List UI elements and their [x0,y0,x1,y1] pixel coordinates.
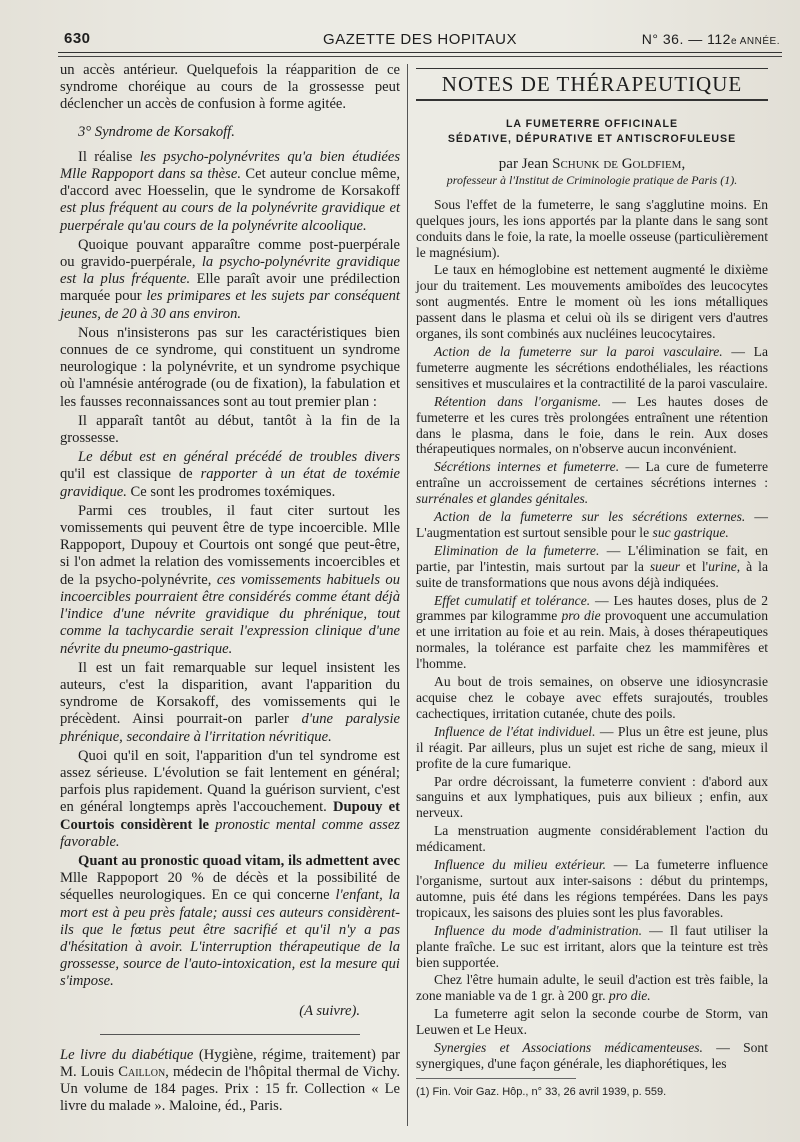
paragraph: un accès antérieur. Quelquefois la réapparition de ce syndrome choréique au cours de la grossesse peut déclencher un accès de confusion à forme agitée. [60,62,400,113]
book-review: Le livre du diabétique (Hygiène, régime, traitement) par M. Louis Caillon, médecin de l'hôpital thermal de Vichy. Un volume de 184 pages. Prix : 15 fr. Collection « Le livre du malade ». Maloine, éd., Paris. [60,1046,400,1115]
paragraph: Quoi qu'il en soit, l'apparition d'un tel syndrome est assez sérieuse. L'évolution se fait lentement en général; parfois plus rapidement. Quand la guérison survient, c'est en général longtemps après l'accouchement. Dupouy et Courtois considèrent le pronostic mental comme assez favorable. [60,747,400,850]
paragraph: Influence de l'état individuel. — Plus un être est jeune, plus il réagit. Par ailleurs, plus un sujet est riche de sang, mieux il profite de la cure fumarique. [416,723,768,771]
footnote: (1) Fin. Voir Gaz. Hôp., n° 33, 26 avril 1939, p. 559. [416,1085,667,1098]
paragraph: Il réalise les psycho-polynévrites qu'a bien étudiées Mlle Rappoport dans sa thèse. Cet auteur conclue même, d'accord avec Hoesselin, que le syndrome de Korsakoff est plus fréquent au cours de la polynévrite gravidique et puerpérale qu'au cours de la polynévrite alcoolique. [60,148,401,234]
section-heading-box [416,68,768,101]
header-rule [58,56,782,57]
paragraph: Chez l'être humain adulte, le seuil d'action est très faible, la zone maniable va de 1 gr. à 200 gr. pro die. [416,972,768,1004]
article-title: LA FUMETERRE OFFICINALE SÉDATIVE, DÉPURATIVE ET ANTISCROFULEUSE [447,117,737,145]
paragraph: Influence du milieu extérieur. — La fumeterre influence l'organisme, surtout aux inter-saisons : début du printemps, automne, puis été dans les régions tempérées. Dans les pays tropicaux, les saisons des pluies sont les plus favorables. [416,857,768,920]
issue-number: N° 36. — 112e ANNÉE. [641,31,780,47]
column-separator [407,64,408,1126]
to-be-continued: (A suivre). [299,1002,360,1019]
paragraph: Action de la fumeterre sur la paroi vasculaire. — La fumeterre augmente les sécrétions endothéliales, les réactions sensitives et musculaires et la contractilité de la paroi vasculaire. [416,343,768,391]
paragraph: La fumeterre agit selon la seconde courbe de Storm, van Leuwen et Le Heux. [416,1006,768,1038]
paragraph: Quant au pronostic quoad vitam, ils admettent avec Mlle Rappoport 20 % de décès et la possibilité de séquelles neurologiques. En ce qui concerne l'enfant, la mort est à peu près fatale; aussi ces auteurs considèrent-ils que le fœtus peut être sacrifié et qu'il n'y a pas d'hésitation à avoir. L'interruption thérapeutique de la grossesse, source de l'auto-intoxication, est la mesure qui s'impose. [60,852,400,990]
journal-title: GAZETTE DES HOPITAUX [323,31,517,48]
section-divider [100,1034,360,1035]
paragraph: Nous n'insisterons pas sur les caractéristiques bien connues de ce syndrome, qui constituent un syndrome neurologique : la polynévrite, et un syndrome psychique où l'amnésie antérograde (ou de fixation), la fabulation et les fausses reconnaissances sont au tout premier plan : [60,324,400,410]
paragraph: Elimination de la fumeterre. — L'élimination se fait, en partie, par l'intestin, mais surtout par la sueur et l'urine, à la suite de transformations que nous avons déjà indiquées. [416,542,768,590]
paragraph: Le taux en hémoglobine est nettement augmenté le dixième jour du traitement. Les mouvements amiboïdes des leucocytes sont augmentés. Entre le moment où les ions métalliques passent dans le plasma et celui où ils se dirigent vers d'autres organes, ils sont combinés aux nucléines leucocytaires. [416,262,768,342]
page-number: 630 [64,30,91,47]
right-column [416,62,768,1101]
paragraph: Quoique pouvant apparaître comme post-puerpérale ou gravido-puerpérale, la psycho-polynévrite gravidique est la plus fréquente. Elle paraît avoir une prédilection marquée pour les primipares et les sujets par conséquent jeunes, de 20 à 30 ans environ. [60,236,400,322]
left-column [60,62,400,1116]
paragraph: La menstruation augmente considérablement l'action du médicament. [416,823,768,855]
paragraph: Au bout de trois semaines, on observe une idiosyncrasie acquise chez le cobaye avec effets surajoutés, troubles cachectiques, irritation cutanée, chute des poils. [416,674,768,721]
paragraph: Il apparaît tantôt au début, tantôt à la fin de la grossesse. [60,412,400,447]
paragraph: Le début est en général précédé de troubles divers qu'il est classique de rapporter à un état de toxémie gravidique. Ce sont les prodromes toxémiques. [60,449,400,500]
paragraph: Parmi ces troubles, il faut citer surtout les vomissements qui peuvent être de type incoercible. Mlle Rappoport, Dupouy et Courtois ont songé que peut-être, si l'on admet la relation des vomissements incoercibles et de la psycho-polynévrite, ces vomissements habituels ou incoercibles pourraient être considérés comme étant déjà l'indice d'une névrite gravidique du phrénique, tout comme la tachycardie serait l'expression clinique d'une névrite du pneumo-gastrique. [60,502,400,657]
paragraph: Sécrétions internes et fumeterre. — La cure de fumeterre entraîne un accroissement de certaines sécrétions internes : surrénales et glandes génitales. [416,459,768,507]
author-affiliation: professeur à l'Institut de Criminologie pratique de Paris (1). [446,172,738,187]
paragraph: Rétention dans l'organisme. — Les hautes doses de fumeterre et les cures très prolongées entraînent une rétention dans le plasma, dans le foie, dans le rein. Aux doses thérapeutiques normales, on n'observe aucun inconvénient. [416,393,768,457]
paragraph: Sous l'effet de la fumeterre, le sang s'agglutine moins. En quelques jours, les ions apportés par la plante dans le sang sont conduits dans le foie, la rate, la moelle osseuse (particulièrement le magnésium). [416,196,768,260]
paragraph: Effet cumulatif et tolérance. — Les hautes doses, plus de 2 grammes par kilogramme pro die provoquent une accumulation et une irritation au foie et au rein. Mais, à doses thérapeutiques normales, la tolérance est parfaite chez les mammifères et l'homme. [416,592,768,672]
paragraph: Synergies et Associations médicamenteuses. — Sont synergiques, d'une façon générale, les diaphorétiques, les [416,1040,768,1071]
footnote-rule [416,1078,576,1079]
article-author: par Jean Schunk de Goldfiem, [498,155,686,172]
section-heading: 3° Syndrome de Korsakoff. [78,123,235,140]
paragraph: Par ordre décroissant, la fumeterre convient : d'abord aux sanguins et aux lymphatiques, puis aux bilieux ; enfin, aux nerveux. [416,773,768,821]
page-header [58,26,782,53]
notes-heading: NOTES DE THÉRAPEUTIQUE [441,72,743,96]
paragraph: Influence du mode d'administration. — Il faut utiliser la plante fraîche. Le suc est irritant, alors que la teinture est très bien supportée. [416,922,768,970]
paragraph: Action de la fumeterre sur les sécrétions externes. — L'augmentation est surtout sensible pour le suc gastrique. [416,509,768,540]
paragraph: Il est un fait remarquable sur lequel insistent les auteurs, c'est la disparition, avant l'apparition du syndrome de Korsakoff, des vomissements qui le précèdent. Ainsi pourrait-on parler d'une paralysie phrénique, secondaire à l'irritation névritique. [60,659,401,745]
